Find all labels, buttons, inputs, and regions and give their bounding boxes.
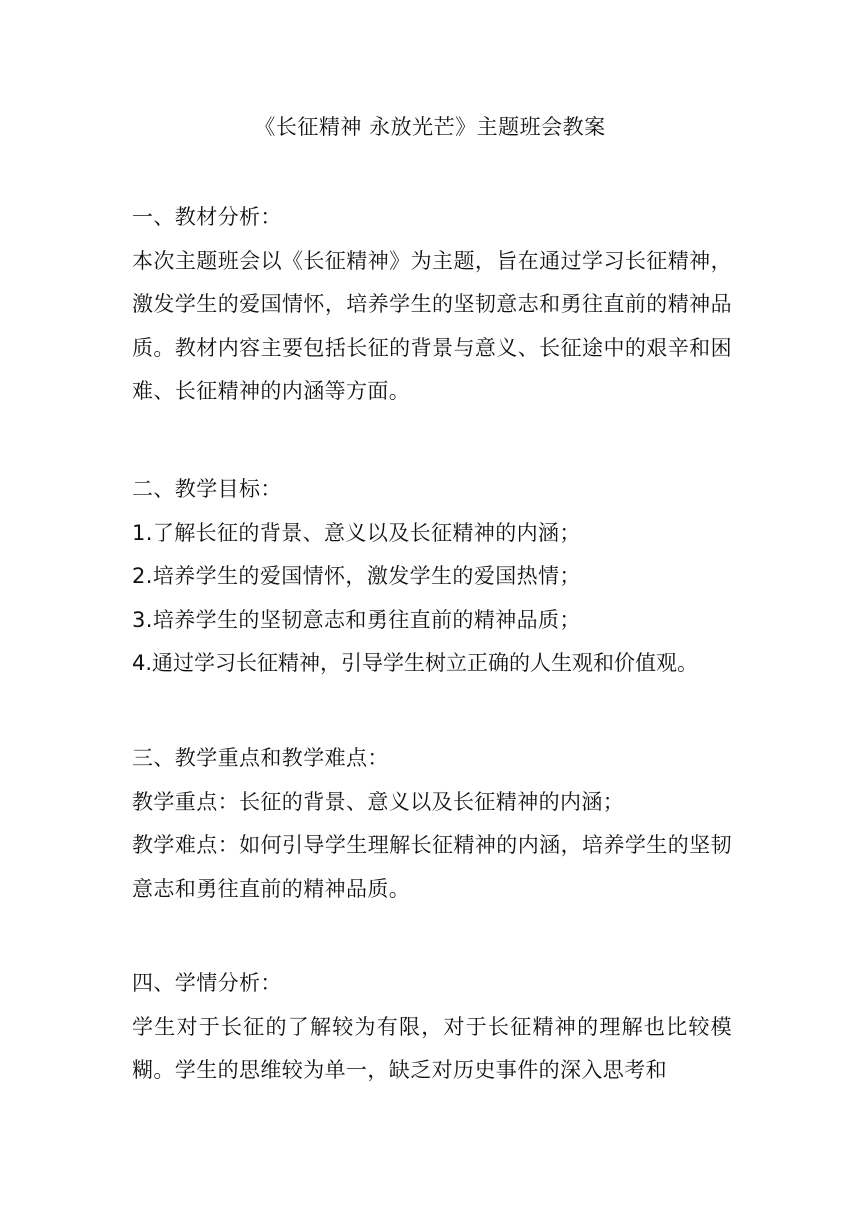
list-item: 4.通过学习长征精神，引导学生树立正确的人生观和价值观。 [132, 651, 699, 675]
list-item: 1.了解长征的背景、意义以及长征精神的内涵； [132, 520, 581, 545]
section-heading: 三、教学重点和教学难点： [132, 746, 389, 770]
list-item: 3.培养学生的坚韧意志和勇往直前的精神品质； [132, 607, 581, 632]
section-student-analysis [132, 962, 732, 1093]
difficulty-text: 教学难点：如何引导学生理解长征精神的内涵，培养学生的坚韧意志和勇往直前的精神品质。 [132, 833, 732, 901]
section-textbook-analysis [132, 196, 732, 414]
key-point-text: 教学重点：长征的背景、意义以及长征精神的内涵； [132, 789, 625, 814]
document-title: 《长征精神 永放光芒》主题班会教案 [254, 115, 606, 139]
section-paragraph: 学生对于长征的了解较为有限，对于长征精神的理解也比较模糊。学生的思维较为单一，缺乏对历史事件的深入思考和 [132, 1014, 732, 1082]
section-heading: 二、教学目标： [132, 477, 282, 501]
list-item: 2.培养学生的爱国情怀，激发学生的爱国热情； [132, 564, 581, 588]
section-paragraph: 本次主题班会以《长征精神》为主题，旨在通过学习长征精神，激发学生的爱国情怀，培养学生的坚韧意志和勇往直前的精神品质。教材内容主要包括长征的背景与意义、长征途中的艰辛和困难、长征精神的内涵等方面。 [132, 248, 732, 403]
section-key-points [132, 737, 732, 911]
section-heading: 一、教材分析： [132, 205, 282, 229]
section-heading: 四、学情分析： [132, 971, 282, 995]
section-teaching-objectives [132, 468, 732, 686]
